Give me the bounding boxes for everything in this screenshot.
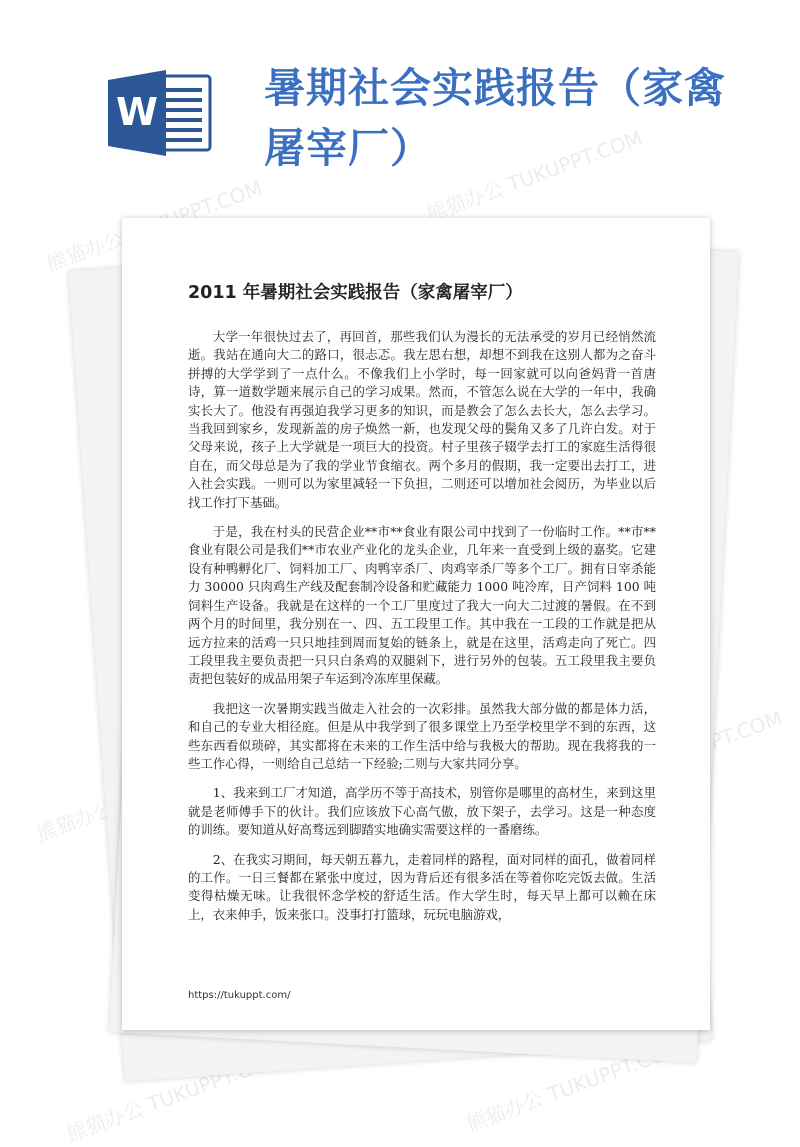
watermark: 熊猫办公 TUKUPPT.COM <box>423 125 646 227</box>
page-header <box>0 0 800 200</box>
paragraph: 1、我来到工厂才知道，高学历不等于高技术，别管你是哪里的高材生，来到这里就是老师傅手下的伙计。我们应该放下心高气傲，放下架子，去学习。这是一种态度的训练。要知道从好高骛远到脚踏实地确实需要这样的一番磨练。 <box>188 785 656 838</box>
watermark: 熊猫办公 TUKUPPT.COM <box>63 1045 286 1147</box>
watermark: 熊猫办公 TUKUPPT.COM <box>463 1035 686 1137</box>
watermark: TUKUPPT.COM <box>644 705 786 777</box>
paragraph: 我把这一次暑期实践当做走入社会的一次彩排。虽然我大部分做的都是体力活，和自己的专业大相径庭。但是从中我学到了很多课堂上乃至学校里学不到的东西，这些东西看似琐碎，其实都将在未来的工作生活中给与我极大的帮助。现在我将我的一些工作心得，一则给自己总结一下经验;二则与大家共同分享。 <box>188 700 656 771</box>
page-title: 暑期社会实践报告（家禽屠宰厂） <box>264 64 726 172</box>
footer-url: https://tukuppt.com/ <box>188 990 291 1001</box>
word-icon-letter: W <box>116 90 158 134</box>
paragraph: 大学一年很快过去了，再回首，那些我们认为漫长的无法承受的岁月已经悄然流逝。我站在通向大二的路口，很忐忑。我左思右想，却想不到我在这别人都为之奋斗拼搏的大学学到了一点什么。不像我们上小学时，每一回家就可以向爸妈背一首唐诗，算一道数学题来展示自己的学习成果。然而，不管怎么说在大学的一年中，我确实长大了。他没有再强迫我学习更多的知识，而是教会了怎么去长大，怎么去学习。当我回到家乡，发现新盖的房子焕然一新，也发现父母的鬓角又多了几许白发。对于父母来说，孩子上大学就是一项巨大的投资。村子里孩子辍学去打工的家庭生活得很自在，而父母总是为了我的学业节食缩衣。两个多月的假期，我一定要出去打工，进入社会实践。一则可以为家里减轻一下负担，二则还可以增加社会阅历，为毕业以后找工作打下基础。 <box>188 329 656 510</box>
watermark: 熊猫办公 TUKUPPT.COM <box>43 175 266 277</box>
watermark: 熊猫办公 <box>33 796 117 847</box>
document-title: 2011 年暑期社会实践报告（家禽屠宰厂） <box>188 283 523 303</box>
word-document-icon <box>108 70 212 156</box>
document-page <box>122 218 710 1030</box>
paragraph: 2、在我实习期间，每天朝五暮九，走着同样的路程，面对同样的面孔，做着同样的工作。一日三餐都在紧张中度过，因为背后还有很多活在等着你吃完饭去做。生活变得枯燥无味。让我很怀念学校的舒适生活。作大学生时，每天早上都可以赖在床上，衣来伸手，饭来张口。没事打打篮球，玩玩电脑游戏， <box>188 851 656 922</box>
document-body <box>188 328 656 935</box>
paragraph: 于是，我在村头的民营企业**市**食业有限公司中找到了一份临时工作。**市**食业有限公司是我们**市农业产业化的龙头企业，几年来一直受到上级的嘉奖。它建设有种鸭孵化厂、饲料加工厂、肉鸭宰杀厂、肉鸡宰杀厂等多个工厂。拥有日宰杀能力 30000 只肉鸡生产线及配套制冷设备和贮藏能力 1000 吨冷库，日产饲料 100 吨饲料生产设备。我就是在这样的一个工厂里度过了我大一向大二过渡的暑假。在不到两个月的时间里，我分别在一、四、五工段里工作。其中我在一工段的工作就是把从远方拉来的活鸡一只只地挂到周而复始的链条上，就是在这里，活鸡走向了死亡。四工段里我主要负责把一只只白条鸡的双腿剁下，进行另外的包装。五工段里我主要负责把包装好的成品用架子车运到冷冻库里保藏。 <box>188 524 656 687</box>
